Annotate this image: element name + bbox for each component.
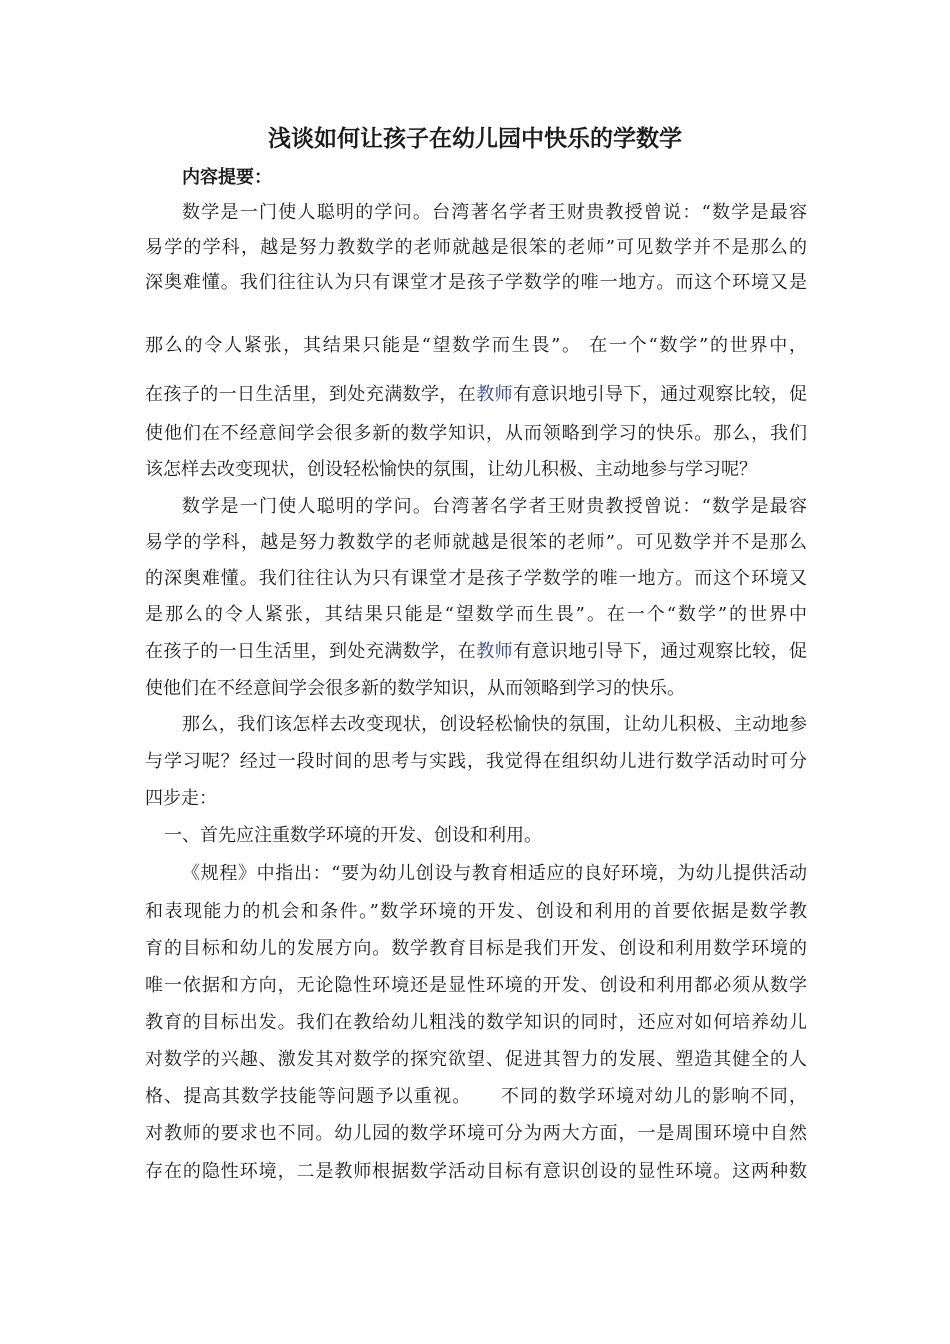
text-line: 育的目标和幼儿的发展方向。数学教育目标是我们开发、创设和利用数学环境的	[145, 938, 807, 959]
text-line: 教育的目标出发。我们在教给幼儿粗浅的数学知识的同时，还应对如何培养幼儿	[145, 1012, 807, 1033]
text-line	[145, 383, 807, 407]
text-line: 数学是一门使人聪明的学问。台湾著名学者王财贵教授曾说：“数学是最容	[182, 496, 807, 517]
text-line: 存在的隐性环境，二是教师根据数学活动目标有意识创设的显性环境。这两种数	[145, 1161, 807, 1182]
text-line: 的深奥难懂。我们往往认为只有课堂才是孩子学数学的唯一地方。而这个环境又	[145, 568, 807, 589]
text-line: 数学是一门使人聪明的学问。台湾著名学者王财贵教授曾说：“数学是最容	[182, 202, 807, 223]
text-segment: 有意识地引导下，通过观察比较，促	[513, 384, 807, 405]
document-title: 浅谈如何让孩子在幼儿园中快乐的学数学	[268, 126, 682, 152]
text-line: 该怎样去改变现状，创设轻松愉快的氛围，让幼儿积极、主动地参与学习呢？	[145, 459, 757, 480]
text-line: 易学的学科，越是努力教数学的老师就越是很笨的老师”可见数学并不是那么的	[145, 237, 807, 258]
text-line: 使他们在不经意间学会很多新的数学知识，从而领略到学习的快乐。那么，我们	[145, 423, 807, 444]
text-line: 对教师的要求也不同。幼儿园的数学环境可分为两大方面，一是周围环境中自然	[145, 1123, 807, 1144]
text-line	[145, 640, 807, 664]
text-segment: 在孩子的一日生活里，到处充满数学，在	[145, 641, 477, 662]
text-line: 格、提高其数学技能等问题予以重视。 不同的数学环境对幼儿的影响不同，	[145, 1086, 807, 1107]
teacher-link[interactable]: 教师	[476, 641, 514, 662]
summary-label: 内容提要：	[182, 167, 272, 188]
text-line: 易学的学科，越是努力教数学的老师就越是很笨的老师”。可见数学并不是那么	[145, 532, 807, 553]
text-line: 和表现能力的机会和条件。”数学环境的开发、创设和利用的首要依据是数学教	[145, 901, 807, 922]
teacher-link[interactable]: 教师	[476, 384, 514, 405]
text-line: 唯一依据和方向，无论隐性环境还是显性环境的开发、创设和利用都必须从数学	[145, 975, 807, 996]
text-line: 使他们在不经意间学会很多新的数学知识，从而领略到学习的快乐。	[145, 678, 685, 699]
text-line: 那么，我们该怎样去改变现状，创设轻松愉快的氛围，让幼儿积极、主动地参	[182, 714, 807, 735]
text-segment: 有意识地引导下，通过观察比较，促	[513, 641, 807, 662]
text-line: 一、首先应注重数学环境的开发、创设和利用。	[164, 825, 542, 846]
text-segment: 在孩子的一日生活里，到处充满数学，在	[145, 384, 477, 405]
text-line: 与学习呢？经过一段时间的思考与实践，我觉得在组织幼儿进行数学活动时可分	[145, 751, 807, 772]
text-line: 《规程》中指出：“要为幼儿创设与教育相适应的良好环境，为幼儿提供活动	[182, 863, 807, 884]
text-line: 对数学的兴趣、激发其对数学的探究欲望、促进其智力的发展、塑造其健全的人	[145, 1049, 807, 1070]
text-line: 那么的令人紧张，其结果只能是“望数学而生畏”。 在一个“数学”的世界中，	[145, 335, 807, 356]
text-line: 深奥难懂。我们往往认为只有课堂才是孩子学数学的唯一地方。而这个环境又是	[145, 272, 807, 293]
text-line: 是那么的令人紧张，其结果只能是“望数学而生畏”。在一个“数学”的世界中	[145, 604, 807, 625]
text-line: 四步走：	[145, 788, 217, 809]
